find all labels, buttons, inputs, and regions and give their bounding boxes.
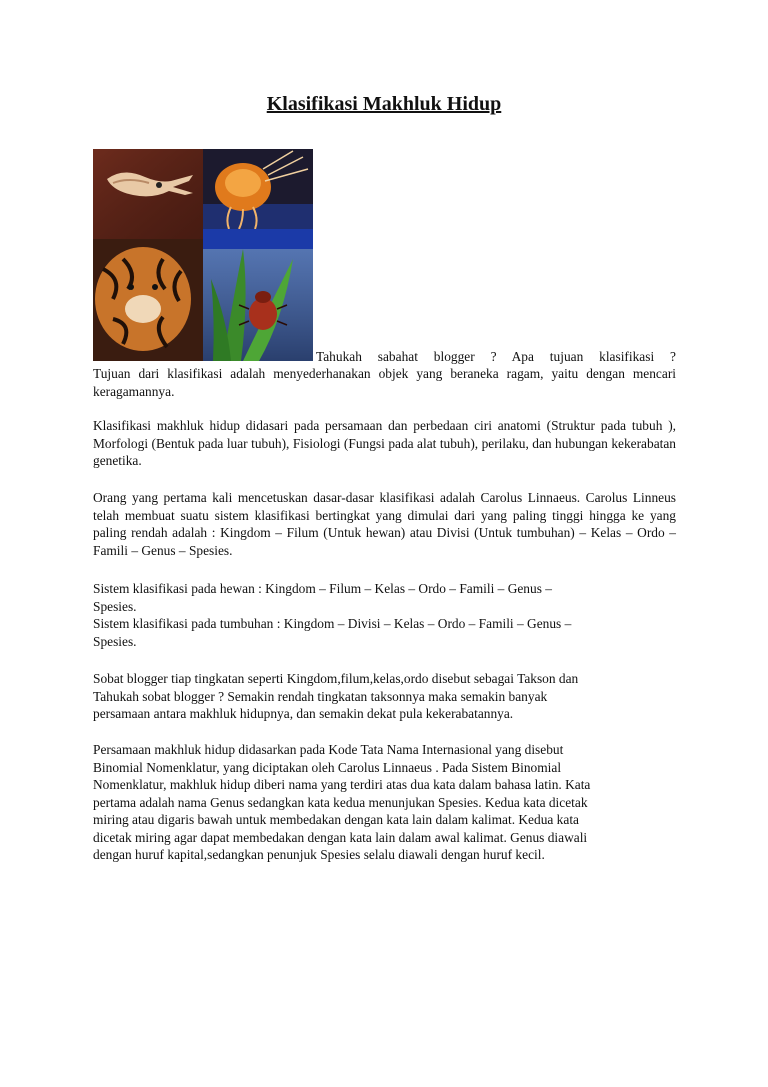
system-plant-line: Sistem klasifikasi pada tumbuhan : Kingdom – Divisi – Kelas – Ordo – Famili – Genus – <box>93 616 572 631</box>
paragraph-binomial <box>93 741 676 864</box>
binomial-line-6: dicetak miring agar dapat membedakan dengan kata lain dalam awal kalimat. Genus diawali <box>93 829 588 845</box>
system-animal-line: Sistem klasifikasi pada hewan : Kingdom – Filum – Kelas – Ordo – Famili – Genus – <box>93 581 552 596</box>
system-plant-line-end: Spesies. <box>93 633 137 649</box>
jellyfish-panel <box>203 149 313 229</box>
binomial-line-3: Nomenklatur, makhluk hidup diberi nama yang terdiri atas dua kata dalam bahasa latin. Kata <box>93 777 591 792</box>
paragraph-basis: Klasifikasi makhluk hidup didasari pada persamaan dan perbedaan ciri anatomi (Struktur pada tubuh ), Morfologi (Bentuk pada luar tubuh), Fisiologi (Fungsi pada alat tubuh), perilaku, dan hubungan kekerabatan genetika. <box>93 418 676 468</box>
intro-first-line: Tahukah sabahat blogger ? Apa tujuan klasifikasi ? <box>316 349 676 364</box>
plant-beetle-panel <box>203 249 313 361</box>
binomial-line-1: Persamaan makhluk hidup didasarkan pada Kode Tata Nama Internasional yang disebut <box>93 742 564 757</box>
takson-line-2: Tahukah sobat blogger ? Semakin rendah tingkatan taksonnya maka semakin banyak <box>93 688 548 704</box>
takson-line-1: Sobat blogger tiap tingkatan seperti Kingdom,filum,kelas,ordo disebut sebagai Takson dan <box>93 671 579 686</box>
binomial-line-2: Binomial Nomenklatur, yang diciptakan oleh Carolus Linnaeus . Pada Sistem Binomial <box>93 759 562 775</box>
blue-band <box>203 229 313 249</box>
squid-panel <box>93 149 203 239</box>
intro-paragraph: Tujuan dari klasifikasi adalah menyederhanakan objek yang beraneka ragam, yaitu dengan mencari keragamannya. <box>93 366 676 399</box>
system-animal-line-end: Spesies. <box>93 598 137 614</box>
paragraph-takson <box>93 670 676 723</box>
binomial-line-7: dengan huruf kapital,sedangkan penunjuk Spesies selalu diawali dengan huruf kecil. <box>93 847 545 862</box>
organisms-collage-image <box>93 149 313 361</box>
page-title: Klasifikasi Makhluk Hidup <box>266 93 502 115</box>
paragraph-systems <box>93 580 676 650</box>
binomial-line-5: miring atau digaris bawah untuk membedakan dengan kata lain dalam kalimat. Kedua kata <box>93 812 579 827</box>
takson-line-3: persamaan antara makhluk hidupnya, dan semakin dekat pula kekerabatannya. <box>93 706 514 721</box>
tiger-panel <box>93 239 203 361</box>
binomial-line-4: pertama adalah nama Genus sedangkan kata kedua menunjukan Spesies. Kedua kata dicetak <box>93 794 588 810</box>
paragraph-linnaeus: Orang yang pertama kali mencetuskan dasar-dasar klasifikasi adalah Carolus Linnaeus. Carolus Linneus telah membuat suatu sistem klasifikasi bertingkat yang dimulai dari yang paling tinggi hingga ke yang paling rendah adalah : Kingdom – Filum (Untuk hewan) atau Divisi (Untuk tumbuhan) – Kelas – Ordo – Famili – Genus – Spesies. <box>93 490 676 558</box>
